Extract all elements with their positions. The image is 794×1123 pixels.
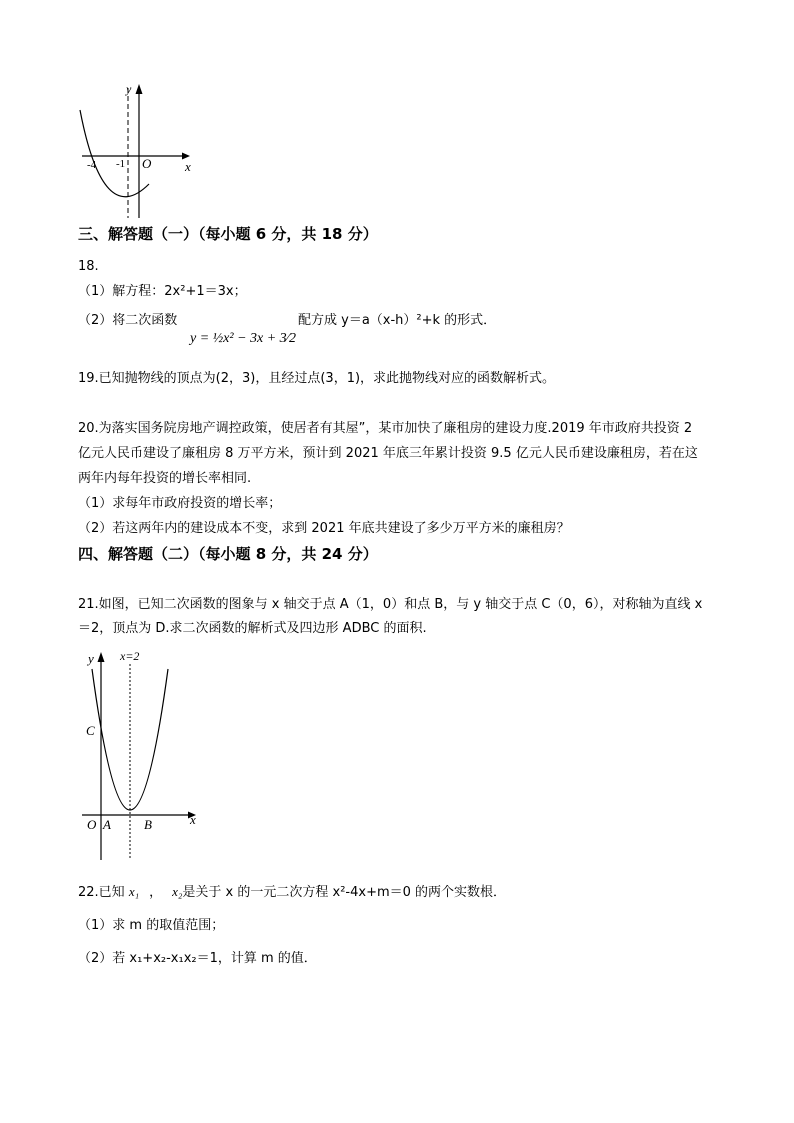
x-label: x bbox=[185, 159, 191, 174]
q22-line bbox=[78, 884, 506, 901]
q20-part1: （1）求每年市政府投资的增长率； bbox=[78, 496, 282, 511]
y-axis-arrow bbox=[136, 84, 143, 94]
tick-neg4: -4 bbox=[87, 159, 97, 171]
tick-neg1: -1 bbox=[116, 158, 126, 170]
q18-part1: （1）解方程：2x²+1＝3x； bbox=[78, 284, 247, 299]
q18-number: 18. bbox=[78, 259, 99, 274]
q19-text: 19.已知抛物线的顶点为(2，3)，且经过点(3，1)，求此抛物线对应的函数解析式。 bbox=[78, 371, 556, 386]
q22-part1: （1）求 m 的取值范围； bbox=[78, 918, 225, 933]
x-label: x bbox=[190, 812, 196, 827]
q22-comma: ， bbox=[149, 885, 163, 900]
q20-line1: 20.为落实国务院房地产调控政策，使居者有其屋”，某市加快了廉租房的建设力度.2019 年市政府共投资 2 bbox=[78, 421, 693, 436]
y-label: y bbox=[88, 651, 94, 666]
point-c-label: C bbox=[86, 723, 95, 738]
q20-line3: 两年内每年投资的增长率相同. bbox=[78, 471, 252, 486]
q22-prefix: 22.已知 bbox=[78, 885, 129, 900]
q22-x1: x₁ bbox=[128, 884, 140, 899]
label-x-equals-2: x=2 bbox=[120, 649, 140, 663]
q22-rest: 是关于 x 的一元二次方程 x²-4x+m＝0 的两个实数根． bbox=[182, 885, 507, 900]
origin-label: O bbox=[142, 156, 152, 171]
q21-line2: ＝2，顶点为 D.求二次函数的解析式及四边形 ADBC 的面积. bbox=[78, 621, 427, 636]
q22-part2: （2）若 x₁+x₂-x₁x₂＝1，计算 m 的值． bbox=[78, 951, 317, 966]
point-b-label: B bbox=[144, 817, 152, 832]
q22-x2: x₂ bbox=[172, 884, 183, 899]
section-3-title: 三、解答题（一）（每小题 6 分，共 18 分） bbox=[78, 225, 378, 243]
origin-label: O bbox=[87, 817, 97, 832]
parabola-graph-2 bbox=[82, 646, 206, 862]
q20-part2: （2）若这两年内的建设成本不变，求到 2021 年底共建设了多少万平方米的廉租房？ bbox=[78, 521, 570, 536]
parabola-graph-1 bbox=[76, 80, 200, 220]
q20-line2: 亿元人民币建设了廉租房 8 万平方米，预计到 2021 年底三年累计投资 9.5 亿元人民币建设廉租房，若在这 bbox=[78, 446, 698, 461]
q21-line1: 21.如图，已知二次函数的图象与 x 轴交于点 A（1，0）和点 B，与 y 轴交于点 C（0，6），对称轴为直线 x bbox=[78, 597, 703, 612]
y-label: y bbox=[126, 82, 132, 96]
q18-formula: y = ½x² − 3x + 3⁄2 bbox=[190, 331, 297, 346]
q18-part2-suffix: 配方成 y＝a（x-h）²+k 的形式． bbox=[298, 313, 497, 328]
section-4-title: 四、解答题（二）（每小题 8 分，共 24 分） bbox=[78, 545, 378, 563]
q18-part2-prefix: （2）将二次函数 bbox=[78, 313, 178, 328]
point-a-label: A bbox=[103, 817, 111, 832]
y-axis-arrow bbox=[98, 652, 105, 662]
